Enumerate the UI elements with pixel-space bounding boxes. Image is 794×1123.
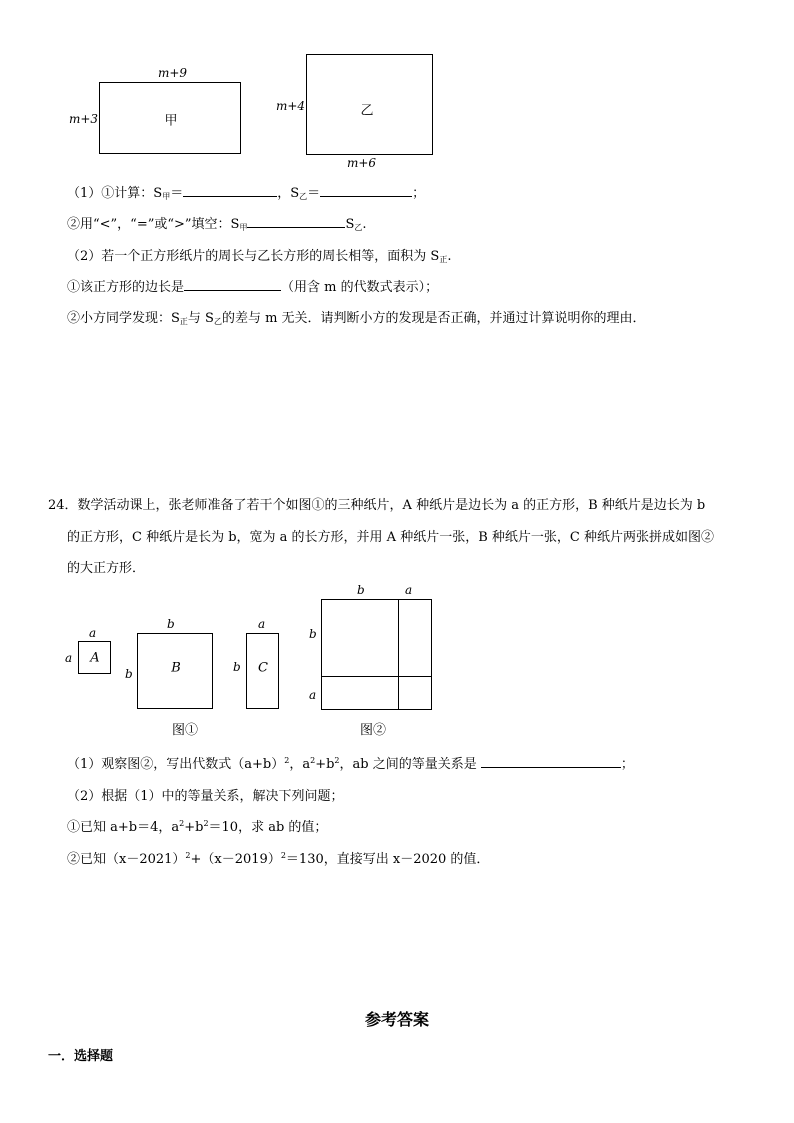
rect-yi	[306, 54, 433, 155]
q23-part2-a: ①该正方形的边长是 （用含 m 的代数式表示）；	[67, 280, 439, 295]
card-a-left-label: a	[65, 651, 73, 665]
answer-blank[interactable]	[184, 278, 281, 291]
card-a-top-label: a	[89, 626, 97, 640]
q24-part2-b: ②已知$(x-2021)^2+(x-2019)^2=130$，直接写出 x－2020 的值．	[67, 851, 490, 867]
card-a-label: A	[90, 650, 100, 666]
card-c-label: C	[258, 660, 268, 676]
big-square-horizontal-divider	[321, 676, 432, 677]
answers-title: 参考答案	[364, 1010, 429, 1029]
q23-part2-b: ②小方同学发现：S正与 S乙的差与 m 无关．请判断小方的发现是否正确，并通过计算说明你的理由．	[67, 311, 646, 326]
q24-part2-a: ①已知 a+b＝4，$a^2+b^2=10$，求 ab 的值；	[67, 819, 328, 835]
q24-part1: （1）观察图②，写出代数式$(a+b)^2$，$a^2+b^2$，ab 之间的等量关系是 ；	[67, 756, 634, 772]
big-square-top-b: b	[357, 583, 365, 597]
card-c-top-label: a	[258, 617, 266, 631]
big-square	[321, 599, 432, 710]
q23-part2: （2）若一个正方形纸片的周长与乙长方形的周长相等，面积为 S正.	[67, 249, 452, 264]
card-b-label: B	[171, 660, 181, 676]
card-b-left-label: b	[125, 667, 133, 681]
card-c	[246, 633, 279, 709]
big-square-left-a: a	[309, 688, 317, 702]
q24-line2: 的正方形，C 种纸片是长为 b，宽为 a 的长方形，并用 A 种纸片一张，B 种纸片一张，C 种纸片两张拼成如图②	[67, 530, 714, 545]
figure-1-caption: 图①	[172, 723, 199, 738]
big-square-top-a: a	[405, 583, 413, 597]
rect-yi-bottom-label: m+6	[347, 156, 377, 170]
q23-part1-a: （1）①计算：S甲＝ ，S乙＝ ；	[67, 186, 426, 201]
big-square-vertical-divider	[398, 599, 399, 710]
rect-jia	[99, 82, 241, 154]
card-b-top-label: b	[167, 617, 175, 631]
rect-jia-label: 甲	[164, 113, 178, 129]
answer-blank[interactable]	[481, 755, 621, 768]
card-c-left-label: b	[233, 660, 241, 674]
big-square-left-b: b	[309, 627, 317, 641]
answers-section-1: 一．选择题	[48, 1049, 114, 1064]
q23-part1-b: ②用“<”，“=”或“>”填空：S甲 S乙.	[67, 217, 367, 232]
rect-yi-left-label: m+4	[276, 99, 306, 113]
answer-blank[interactable]	[247, 215, 345, 228]
figure-2-caption: 图②	[360, 723, 387, 738]
rect-jia-top-label: m+9	[158, 66, 188, 80]
q24-line1: 24．数学活动课上，张老师准备了若干个如图①的三种纸片，A 种纸片是边长为 a 的正方形，B 种纸片是边长为 b	[48, 498, 706, 513]
card-a	[78, 641, 111, 674]
rect-jia-left-label: m+3	[69, 112, 99, 126]
answer-blank[interactable]	[183, 184, 277, 197]
answer-blank[interactable]	[320, 184, 412, 197]
q24-line3: 的大正方形．	[67, 561, 146, 576]
card-b	[137, 633, 213, 709]
rect-yi-label: 乙	[360, 103, 374, 119]
q24-part2: （2）根据（1）中的等量关系，解决下列问题；	[67, 789, 344, 804]
